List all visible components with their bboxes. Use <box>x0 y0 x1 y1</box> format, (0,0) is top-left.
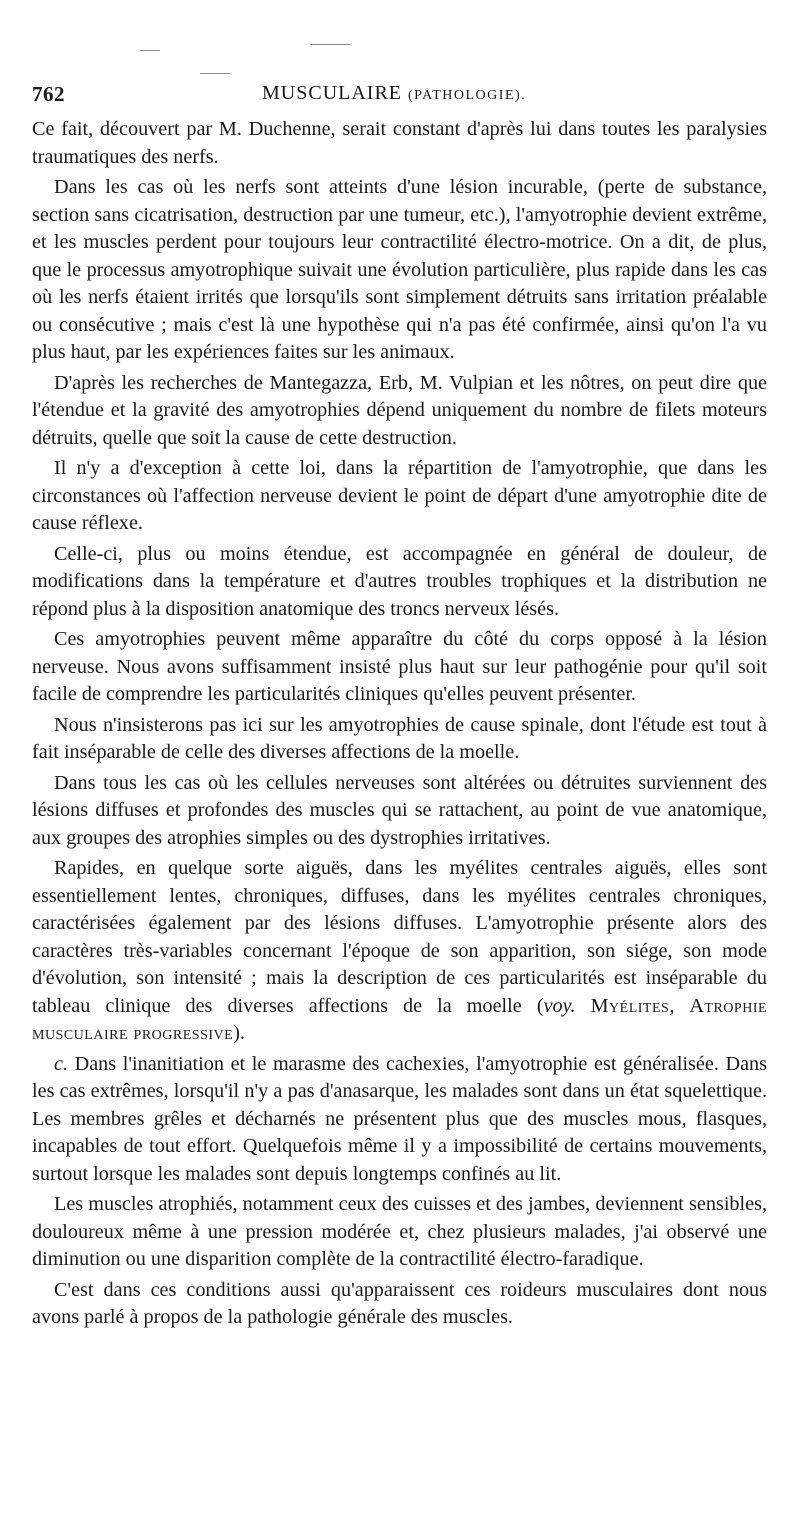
document-page <box>32 0 767 1536</box>
paragraph-11: Les muscles atrophiés, notamment ceux des cuisses et des jambes, deviennent sensibles, douloureux même à une pression modérée et, chez plusieurs malades, j'ai observé une diminution ou une disparition complète de la contractilité électro-faradique. <box>32 1193 767 1270</box>
paragraph-c <box>32 1051 767 1189</box>
scan-speck <box>200 73 230 74</box>
scan-speck <box>310 44 350 45</box>
paragraph-3: D'après les recherches de Mantegazza, Erb, M. Vulpian et les nôtres, on peut dire que l'étendue et la gravité des amyotrophies dépend uniquement du nombre de filets moteurs détruits, quelle que soit la cause de cette destruction. <box>32 371 767 449</box>
page-number: 762 <box>32 82 65 106</box>
running-title <box>262 82 526 105</box>
paragraph-2: Dans les cas où les nerfs sont atteints d'une lésion incurable, (perte de substance, section sans cicatrisation, destruction par une tumeur, etc.), l'amyotrophie devient extrême, et les muscles perdent pour toujours leur contractilité électro-motrice. On a dit, de plus, que le processus amyotrophique suivait une évolution particulière, plus rapide dans les cas où les nerfs étaient irrités que lorsqu'ils sont simplement détruits sans irritation préalable ou consécutive ; mais c'est là une hypothèse qui n'a pas été confirmée, ainsi qu'on l'a vu plus haut, par les expériences faites sur les animaux. <box>32 176 767 363</box>
paragraph-9 <box>32 855 767 1048</box>
running-title-subtitle: (PATHOLOGIE). <box>408 88 527 103</box>
body-text <box>32 116 767 1335</box>
reference-entries: Myélites, Atrophie musculaire progressive <box>32 994 768 1044</box>
paragraph-4: Il n'y a d'exception à cette loi, dans la répartition de l'amyotrophie, que dans les circonstances où l'affection nerveuse devient le point de départ d'une amyotrophie dite de cause réflexe. <box>32 457 767 534</box>
paragraph-12: C'est dans ces conditions aussi qu'apparaissent ces roideurs musculaires dont nous avons parlé à propos de la pathologie générale des muscles. <box>32 1278 767 1328</box>
paragraph-8: Dans tous les cas où les cellules nerveuses sont altérées ou détruites surviennent des lésions diffuses et profondes des muscles qui se rattachent, au point de vue anatomique, aux groupes des atrophies simples ou des dystrophies irritatives. <box>32 771 767 849</box>
paragraph-1: Ce fait, découvert par M. Duchenne, serait constant d'après lui dans toutes les paralysies traumatiques des nerfs. <box>32 118 767 168</box>
paragraph-9-text: Rapides, en quelque sorte aiguës, dans les myélites centrales aiguës, elles sont essentiellement lentes, chroniques, diffuses, dans les myélites centrales chroniques, caractérisées également par des lésions diffuses. L'amyotrophie présente alors des caractères très-variables concernant l'époque de son apparition, son siége, son mode d'évolution, son intensité ; mais la description de ces particularités est inséparable du tableau clinique des diverses affections de la moelle <box>32 857 767 1017</box>
cross-reference: (voy. Myélites, Atrophie musculaire progressive). <box>32 994 768 1044</box>
paragraph-6: Ces amyotrophies peuvent même apparaître du côté du corps opposé à la lésion nerveuse. Nous avons suffisamment insisté plus haut sur leur pathogénie pour qu'il soit facile de comprendre les particularités cliniques qu'elles peuvent présenter. <box>32 628 767 705</box>
paragraph-7: Nous n'insisterons pas ici sur les amyotrophies de cause spinale, dont l'étude est tout à fait inséparable de celle des diverses affections de la moelle. <box>32 713 767 763</box>
paragraph-c-marker: c. <box>54 1052 69 1075</box>
paragraph-5: Celle-ci, plus ou moins étendue, est accompagnée en général de douleur, de modifications dans la température et d'autres troubles trophiques et la distribution ne répond plus à la disposition anatomique des troncs nerveux lésés. <box>32 542 767 620</box>
page-header <box>32 82 767 110</box>
voy-abbreviation: voy. <box>543 994 576 1017</box>
paragraph-c-text: Dans l'inanitiation et le marasme des cachexies, l'amyotrophie est généralisée. Dans les cas extrêmes, lorsqu'il n'y a pas d'anasarque, les malades sont dans un état squelettique. Les membres grêles et décharnés ne présentent plus que des muscles mous, flasques, incapables de tout effort. Quelquefois même il y a impossibilité de certains mouvements, surtout lorsque les malades sont depuis longtemps confinés au lit. <box>32 1052 767 1185</box>
running-title-main: MUSCULAIRE <box>262 82 403 104</box>
scan-speck <box>140 50 160 51</box>
